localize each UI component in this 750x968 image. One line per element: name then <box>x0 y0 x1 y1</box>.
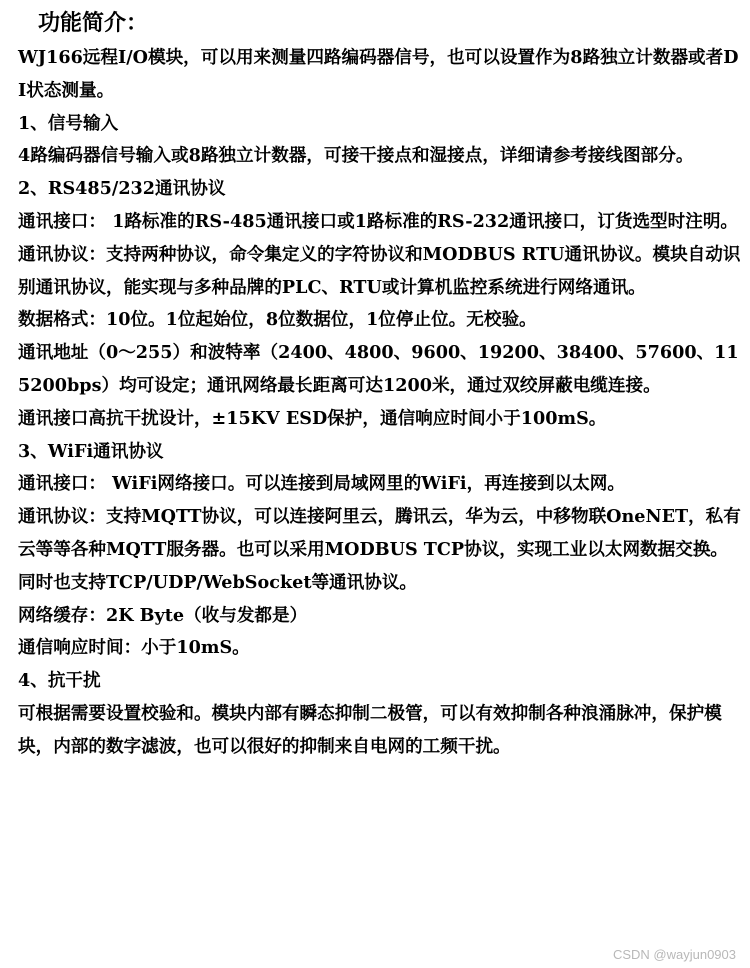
wifi-protocol-paragraph: 通讯协议：支持MQTT协议，可以连接阿里云，腾讯云，华为云，中移物联OneNET，私有云等等各种MQTT服务器。也可以采用MODBUS TCP协议，实现工业以太网数据交换。 <box>18 506 741 560</box>
heading-wifi-protocol: 3、WiFi通讯协议 <box>18 440 164 462</box>
intro-paragraph: WJ166远程I/O模块，可以用来测量四路编码器信号，也可以设置作为8路独立计数器或者DI状态测量。 <box>18 47 739 101</box>
address-baud-paragraph: 通讯地址（0～255）和波特率（2400、4800、9600、19200、38400、57600、115200bps）均可设定；通讯网络最长距离可达1200米，通过双绞屏蔽电缆连接。 <box>18 342 739 396</box>
heading-anti-interference: 4、抗干扰 <box>18 670 101 692</box>
heading-rs485-protocol: 2、RS485/232通讯协议 <box>18 178 226 200</box>
rs485-protocol-paragraph: 通讯协议：支持两种协议，命令集定义的字符协议和MODBUS RTU通讯协议。模块自动识别通讯协议，能实现与多种品牌的PLC、RTU或计算机监控系统进行网络通讯。 <box>18 243 741 298</box>
response-time-paragraph: 通信响应时间：小于10mS。 <box>18 637 250 659</box>
wifi-interface-paragraph: 通讯接口： WiFi网络接口。可以连接到局域网里的WiFi，再连接到以太网。 <box>18 473 625 495</box>
signal-input-paragraph: 4路编码器信号输入或8路独立计数器，可接干接点和湿接点，详细请参考接线图部分。 <box>18 145 694 167</box>
document-body <box>18 6 743 764</box>
rs485-interface-paragraph: 通讯接口： 1路标准的RS-485通讯接口或1路标准的RS-232通讯接口，订货选型时注明。 <box>18 210 739 232</box>
data-format-paragraph: 数据格式：10位。1位起始位，8位数据位，1位停止位。无校验。 <box>18 309 537 331</box>
anti-interference-paragraph: 可根据需要设置校验和。模块内部有瞬态抑制二极管，可以有效抑制各种浪涌脉冲，保护模块，内部的数字滤波，也可以很好的抑制来自电网的工频干扰。 <box>18 702 722 757</box>
csdn-watermark: CSDN @wayjun0903 <box>612 947 736 962</box>
network-buffer-paragraph: 网络缓存：2K Byte（收与发都是） <box>18 604 308 626</box>
section-title: 功能简介： <box>38 10 149 36</box>
tcp-udp-paragraph: 同时也支持TCP/UDP/WebSocket等通讯协议。 <box>18 571 418 593</box>
heading-signal-input: 1、信号输入 <box>18 112 119 134</box>
esd-paragraph: 通讯接口高抗干扰设计，±15KV ESD保护，通信响应时间小于100mS。 <box>18 407 607 429</box>
